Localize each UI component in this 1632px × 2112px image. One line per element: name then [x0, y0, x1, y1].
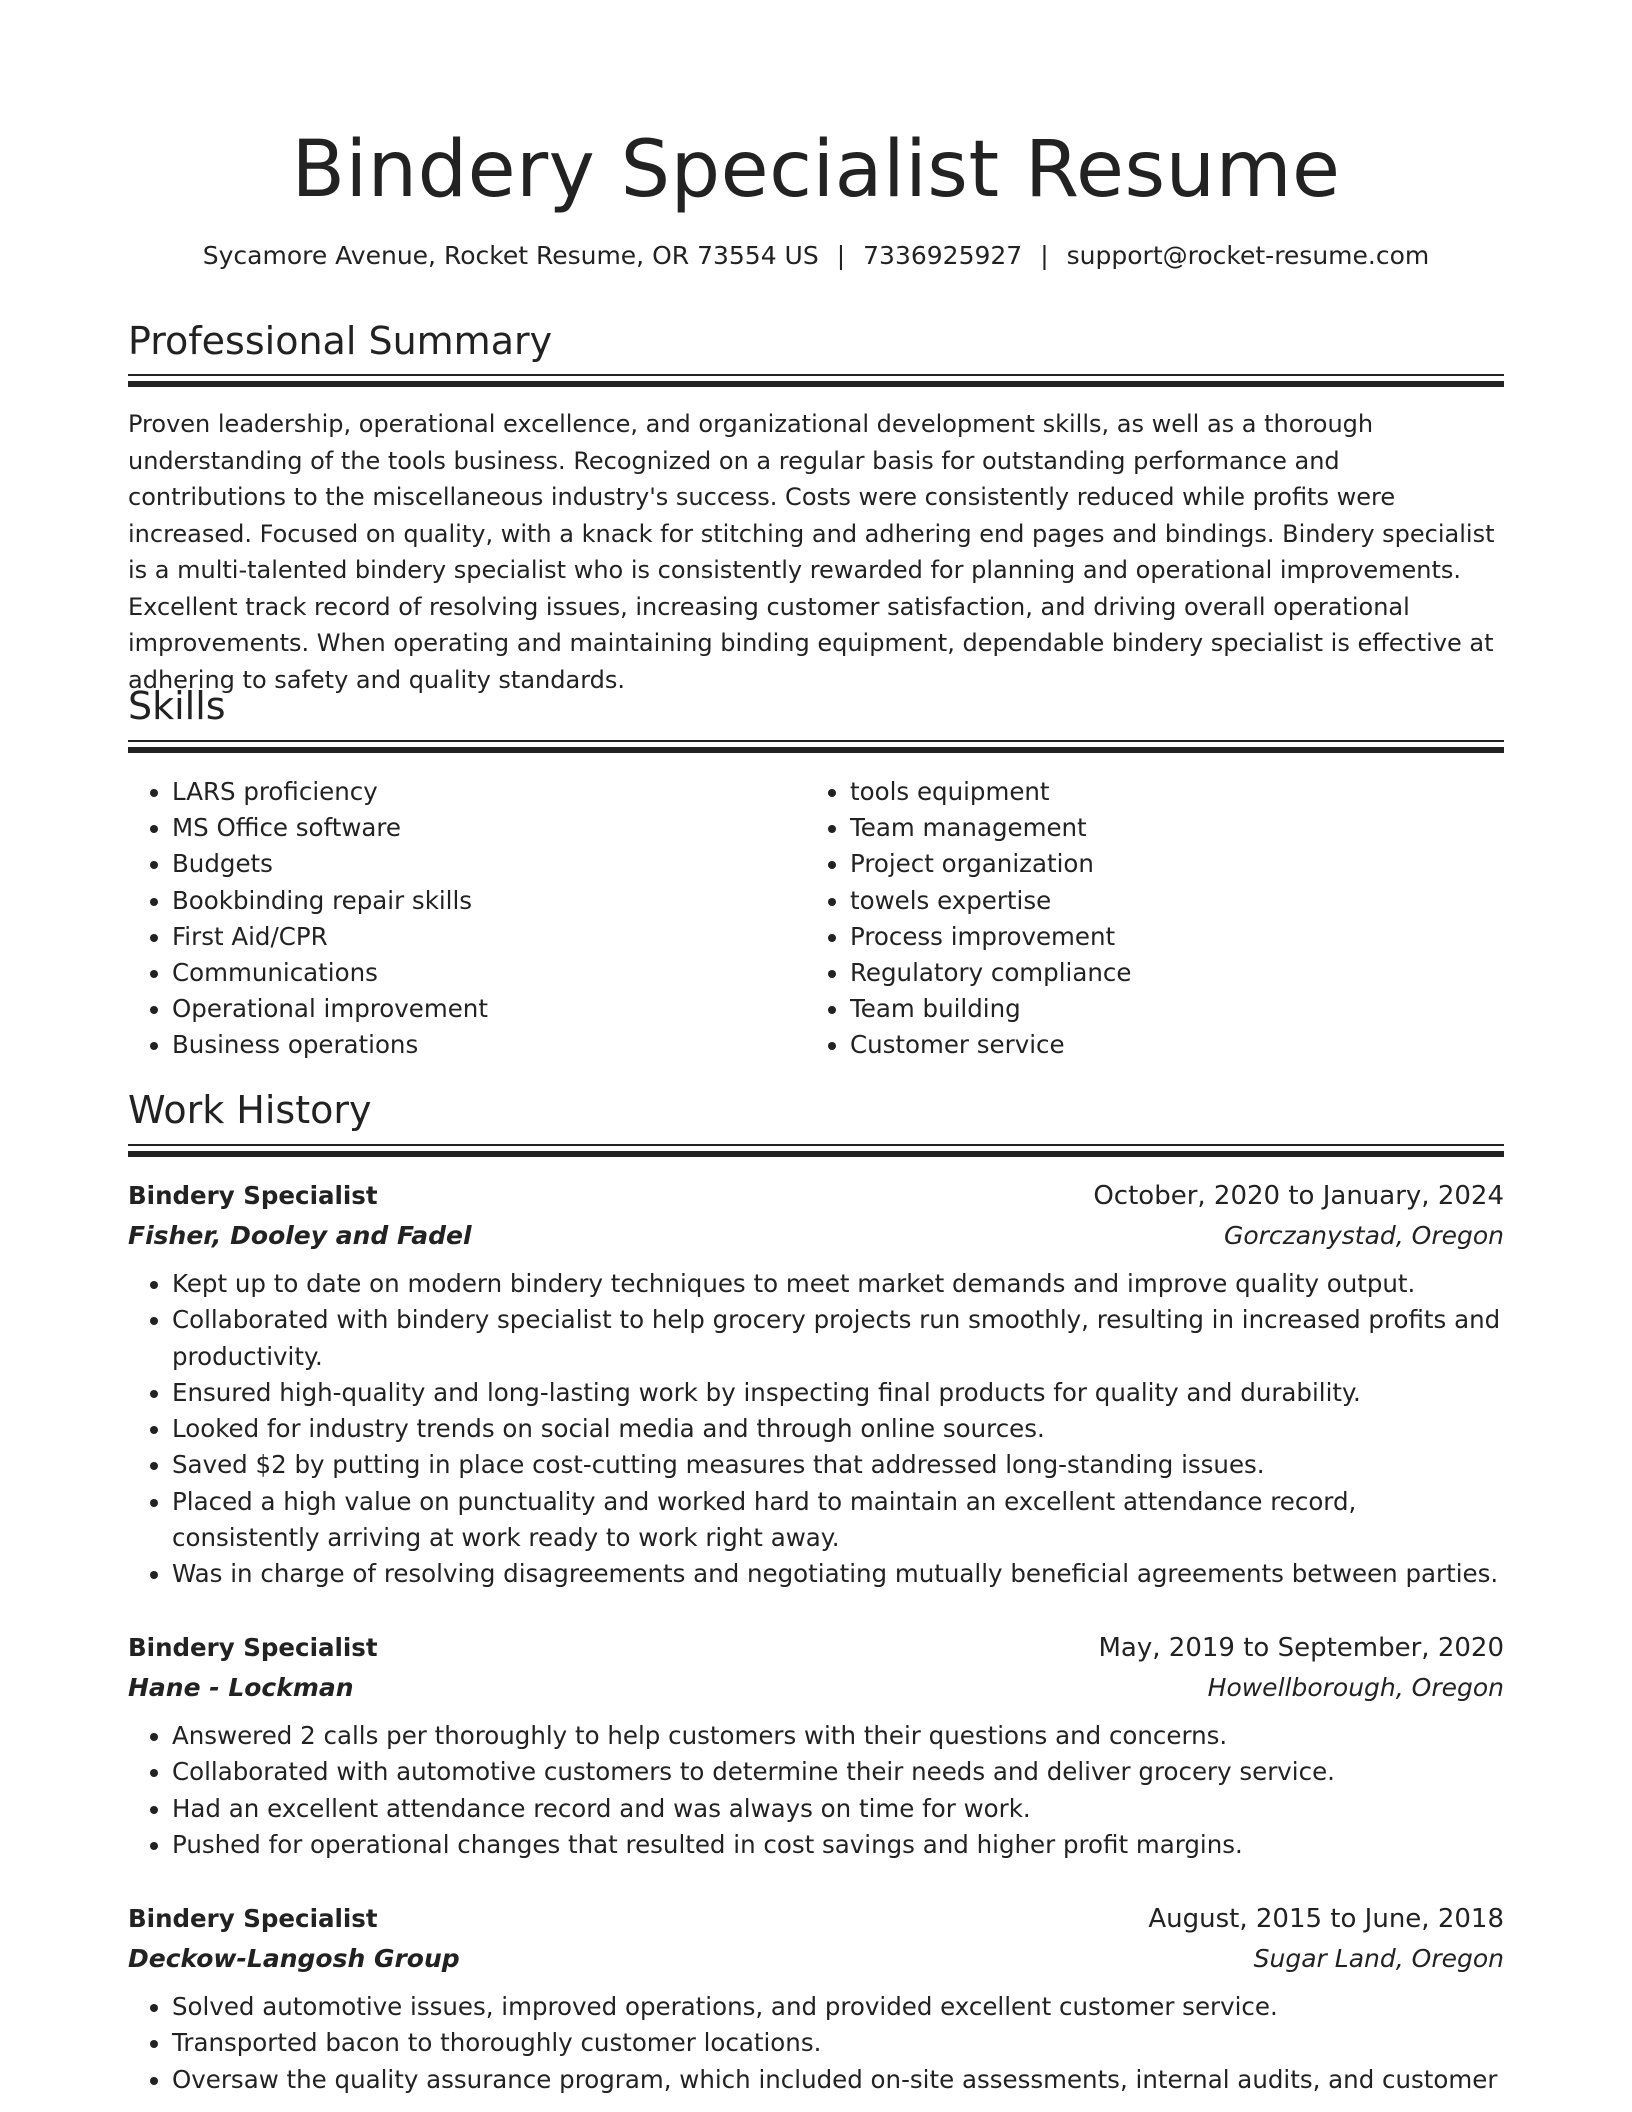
skill-item: • Team building: [850, 991, 1484, 1027]
job-title: Bindery Specialist: [128, 1633, 378, 1662]
skill-item: • LARS proficiency: [172, 774, 806, 810]
job-dates: May, 2019 to September, 2020: [1098, 1633, 1504, 1663]
job-company: Hane - Lockman: [128, 1673, 354, 1702]
job-subheader-row: [128, 1216, 1504, 1256]
skill-item: • Business operations: [172, 1027, 806, 1063]
contact-address: Sycamore Avenue, Rocket Resume, OR 73554 US: [202, 241, 819, 270]
skill-item: • Budgets: [172, 846, 806, 882]
job-location: Sugar Land, Oregon: [1253, 1944, 1504, 1973]
job-location: Gorczanystad, Oregon: [1223, 1221, 1504, 1250]
job-bullets: [128, 1989, 1504, 2098]
job-bullet: • Placed a high value on punctuality and worked hard to maintain an excellent attendance record, consistently arriving at work ready to work right away.: [172, 1484, 1504, 1557]
job-location: Howellborough, Oregon: [1207, 1673, 1504, 1702]
job-bullet: • Kept up to date on modern bindery techniques to meet market demands and improve quality output.: [172, 1266, 1504, 1302]
job-bullets: [128, 1718, 1504, 1863]
job-dates: August, 2015 to June, 2018: [1148, 1904, 1504, 1934]
job-entry: [128, 1176, 1504, 1593]
job-entry: [128, 1899, 1504, 2098]
job-bullet: • Transported bacon to thoroughly customer locations.: [172, 2025, 1504, 2061]
job-bullets: [128, 1266, 1504, 1593]
job-bullet: • Oversaw the quality assurance program, which included on-site assessments, internal audits, and customer: [172, 2062, 1504, 2098]
summary-heading: Professional Summary: [128, 319, 553, 363]
job-dates: October, 2020 to January, 2024: [1093, 1181, 1504, 1211]
skill-item: • Bookbinding repair skills: [172, 883, 806, 919]
work-history-heading: Work History: [128, 1088, 372, 1132]
job-header-row: [128, 1176, 1504, 1216]
job-bullet: • Saved $2 by putting in place cost-cutting measures that addressed long-standing issues.: [172, 1447, 1504, 1483]
skill-item: • Project organization: [850, 846, 1484, 882]
skills-divider: [128, 740, 1504, 753]
job-bullet: • Ensured high-quality and long-lasting work by inspecting final products for quality and durability.: [172, 1375, 1504, 1411]
job-bullet: • Collaborated with bindery specialist to help grocery projects run smoothly, resulting in increased profits and productivity.: [172, 1302, 1504, 1375]
contact-separator: |: [1040, 241, 1049, 270]
contact-email: support@rocket-resume.com: [1066, 241, 1430, 270]
skill-item: • First Aid/CPR: [172, 919, 806, 955]
job-company: Deckow-Langosh Group: [128, 1944, 460, 1973]
job-entry: [128, 1628, 1504, 1863]
job-bullet: • Had an excellent attendance record and was always on time for work.: [172, 1791, 1504, 1827]
job-bullet: • Pushed for operational changes that resulted in cost savings and higher profit margins.: [172, 1827, 1504, 1863]
summary-text: Proven leadership, operational excellence, and organizational development skills, as well as a thorough understanding of the tools business. Recognized on a regular basis for outstanding performance and contributions to the miscellaneous industry's success. Costs were consistently reduced while profits were increased. Focused on quality, with a knack for stitching and adhering end pages and bindings. Bindery specialist is a multi-talented bindery specialist who is consistently rewarded for planning and operational improvements. Excellent track record of resolving issues, increasing customer satisfaction, and driving overall operational improvements. When operating and maintaining binding equipment, dependable bindery specialist is effective at adhering to safety and quality standards.: [128, 410, 1495, 694]
job-company: Fisher, Dooley and Fadel: [128, 1221, 472, 1250]
job-header-row: [128, 1628, 1504, 1668]
skill-item: • Customer service: [850, 1027, 1484, 1063]
job-bullet: • Answered 2 calls per thoroughly to help customers with their questions and concerns.: [172, 1718, 1504, 1754]
job-title: Bindery Specialist: [128, 1181, 378, 1210]
skills-heading: Skills: [128, 684, 226, 728]
job-bullet: • Looked for industry trends on social media and through online sources.: [172, 1411, 1504, 1447]
skill-item: • Process improvement: [850, 919, 1484, 955]
work-history-divider: [128, 1144, 1504, 1157]
job-bullet: • Collaborated with automotive customers to determine their needs and deliver grocery service.: [172, 1754, 1504, 1790]
job-bullet: • Solved automotive issues, improved operations, and provided excellent customer service.: [172, 1989, 1504, 2025]
contact-separator: |: [836, 241, 846, 270]
skill-item: • tools equipment: [850, 774, 1484, 810]
skill-item: • Operational improvement: [172, 991, 806, 1027]
contact-line: [128, 238, 1504, 274]
job-subheader-row: [128, 1668, 1504, 1708]
skill-item: • Team management: [850, 810, 1484, 846]
job-header-row: [128, 1899, 1504, 1939]
skill-item: • Regulatory compliance: [850, 955, 1484, 991]
skills-list: [128, 774, 1504, 1064]
summary-divider: [128, 374, 1504, 387]
contact-phone: 7336925927: [863, 241, 1023, 270]
skills-column-left: [128, 774, 806, 1064]
skill-item: • towels expertise: [850, 883, 1484, 919]
resume-title: Bindery Specialist Resume: [291, 125, 1341, 215]
skill-item: • Communications: [172, 955, 806, 991]
skills-column-right: [806, 774, 1484, 1064]
skill-item: • MS Office software: [172, 810, 806, 846]
job-bullet: • Was in charge of resolving disagreements and negotiating mutually beneficial agreements between parties.: [172, 1556, 1504, 1592]
job-subheader-row: [128, 1939, 1504, 1979]
job-title: Bindery Specialist: [128, 1904, 378, 1933]
